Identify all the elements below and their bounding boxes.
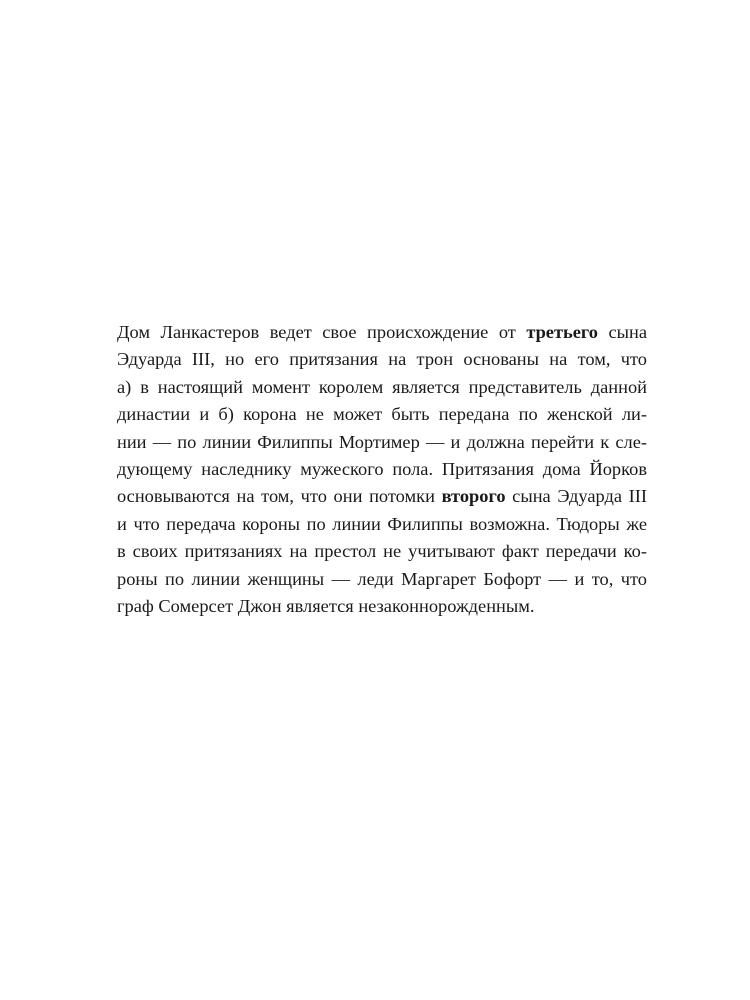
text-line: а) в настоящий момент королем является представитель данной (117, 376, 647, 397)
emphasis-word: третьего (526, 322, 598, 342)
text-line: и что передача короны по линии Филиппы возможна. Тюдоры же (117, 513, 647, 534)
text-line: нии — по линии Филиппы Мортимер — и должна перейти к сле- (117, 431, 647, 452)
text-segment: основываются на том, что они потомки (117, 486, 442, 507)
text-line (117, 483, 647, 510)
text-segment: сына (597, 322, 647, 342)
text-segment: Дом Ланкастеров ведет свое происхождение от (117, 322, 527, 342)
text-line: династии и б) корона не может быть передана по женской ли- (117, 404, 647, 425)
text-line: в своих притязаниях на престол не учитывают факт передачи ко- (117, 541, 647, 562)
text-line: граф Сомерсет Джон является незаконнорожденным. (117, 595, 535, 616)
text-line: дующему наследнику мужеского пола. Притязания дома Йорков (117, 458, 647, 479)
text-segment: сына Эдуарда III (505, 486, 647, 507)
text-line (117, 319, 647, 346)
body-paragraph (117, 319, 647, 620)
text-line: Эдуарда III, но его притязания на трон основаны на том, что (117, 349, 647, 370)
emphasis-word: второго (441, 486, 506, 507)
text-line: роны по линии женщины — леди Маргарет Бофорт — и то, что (117, 568, 647, 589)
